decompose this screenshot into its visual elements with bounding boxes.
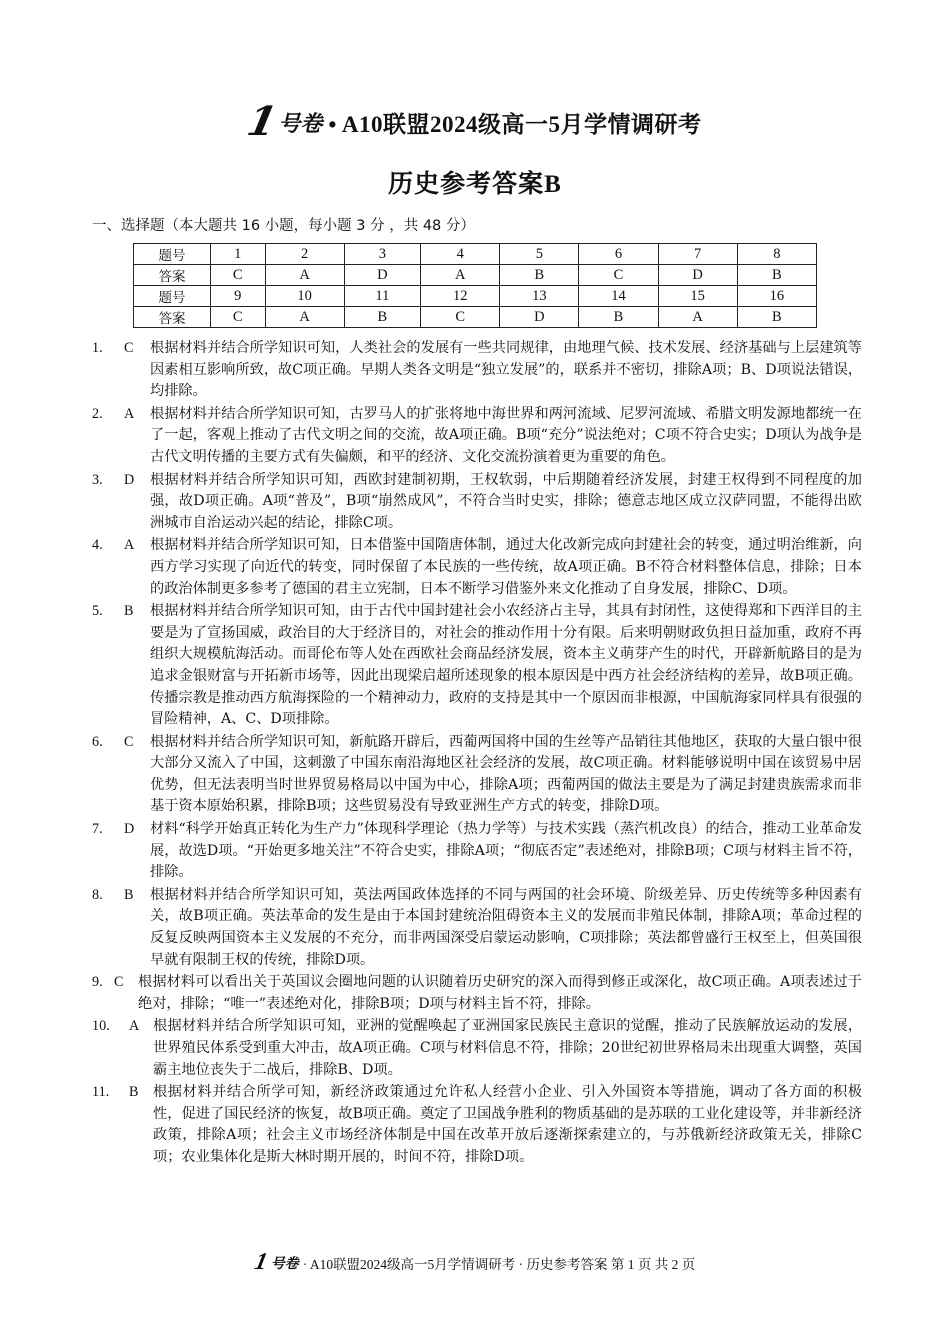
page-header (0, 98, 950, 145)
item-explanation: 根据材料并结合所学知识可知，人类社会的发展有一些共同规律，由地理气候、技术发展、经济基础与上层建筑等因素相互影响所致，故C项正确。早期人类各文明是“独立发展”的，联系并不密切，排除A项；B、D项说法错误，均排除。 (150, 340, 862, 400)
answer-cell: B (737, 265, 816, 286)
item-answer: B (124, 603, 134, 620)
explanation-item (92, 535, 862, 600)
question-number-cell: 10 (265, 286, 344, 307)
explanation-item (92, 338, 862, 403)
exam-title: • A10联盟2024级高一5月学情调研考 (328, 111, 702, 137)
question-number-cell: 6 (579, 244, 658, 265)
logo-mark: 1 (243, 98, 282, 145)
item-explanation: 根据材料并结合所学知识可知，西欧封建制初期，王权软弱，中后期随着经济发展，封建王权得到不同程度的加强，故D项正确。A项“普及”，B项“崩然成风”，不符合当时史实，排除；德意志地区成立汉萨同盟，不能得出欧洲城市自治运动兴起的结论，排除C项。 (150, 471, 862, 531)
explanation-list (92, 338, 862, 1170)
question-number-cell: 2 (265, 244, 344, 265)
explanation-item (92, 732, 862, 818)
item-explanation: 根据材料并结合所学知识可知，英法两国政体选择的不同与两国的社会环境、阶级差异、历史传统等多种因素有关，故B项正确。英法革命的发生是由于本国封建统治阻碍资本主义的发展而非殖民体制，排除A项；革命过程的反复反映两国资本主义发展的不充分，而非两国深受启蒙运动影响，C项排除；英法都曾盛行王权至上，但英国很早就有限制王权的传统，排除D项。 (150, 886, 862, 968)
question-number-row-label: 题号 (134, 286, 211, 307)
item-explanation: 根据材料并结合所学知识可知，亚洲的觉醒唤起了亚洲国家民族民主意识的觉醒，推动了民族解放运动的发展，世界殖民体系受到重大冲击，故A项正确。C项与材料信息不符，排除；20世纪初世界格局未出现重大调整，英国霸主地位丧失于二战后，排除B、D项。 (153, 1018, 862, 1078)
answer-cell: B (344, 307, 420, 328)
item-explanation: 根据材料并结合所学知识可知，古罗马人的扩张将地中海世界和两河流域、尼罗河流域、希腊文明发源地都统一在了一起，客观上推动了古代文明之间的交流，故A项正确。B项“充分”说法绝对；C项不符合史实；D项认为战争是古代文明传播的主要方式有失偏颇，和平的经济、文化交流扮演着更为重要的角色。 (150, 405, 862, 465)
explanation-item (92, 1082, 862, 1168)
answer-cell: B (737, 307, 816, 328)
item-number: 6. (92, 733, 103, 750)
item-number: 10. (92, 1018, 110, 1035)
answer-cell: A (658, 307, 737, 328)
explanation-item (92, 972, 862, 1015)
item-number: 2. (92, 405, 103, 422)
answer-cell: D (344, 265, 420, 286)
item-explanation: 根据材料并结合所学可知，新经济政策通过允许私人经营小企业、引入外国资本等措施，调动了各方面的积极性，促进了国民经济的恢复，故B项正确。奠定了卫国战争胜利的物质基础的是苏联的工业化建设等，并非新经济政策，排除A项；社会主义市场经济体制是中国在改革开放后逐渐探索建立的，与苏俄新经济政策无关，排除C项；农业集体化是斯大林时期开展的，时间不符，排除D项。 (153, 1084, 862, 1165)
item-answer: A (124, 537, 135, 554)
explanation-item (92, 819, 862, 884)
footer-logo-script: 号卷 (270, 1256, 299, 1272)
header-line (243, 98, 702, 145)
answer-cell: D (658, 265, 737, 286)
page-title: 历史参考答案B (388, 171, 562, 198)
answer-row (134, 307, 817, 328)
answer-cell: D (500, 307, 579, 328)
answer-cell: C (579, 265, 658, 286)
item-answer: B (124, 886, 134, 903)
question-number-cell: 12 (421, 286, 500, 307)
item-answer: C (124, 733, 134, 750)
item-answer: D (124, 471, 135, 488)
explanation-item (92, 601, 862, 731)
item-answer: C (114, 974, 124, 991)
question-number-row (134, 244, 817, 265)
item-explanation: 根据材料并结合所学知识可知，日本借鉴中国隋唐体制，通过大化改新完成向封建社会的转变，通过明治维新，向西方学习实现了向近代的转变，同时保留了本民族的一些传统，故A项正确。B不符合材料整体信息，排除；日本的政治体制更多参考了德国的君主立宪制，日本不断学习借鉴外来文化推动了自身发展，排除C、D项。 (150, 537, 862, 597)
brand-logo (243, 98, 323, 145)
question-number-cell: 8 (737, 244, 816, 265)
item-number: 11. (92, 1084, 110, 1101)
answer-row (134, 265, 817, 286)
explanation-item (92, 1016, 862, 1081)
item-answer: B (129, 1084, 139, 1101)
question-number-cell: 4 (421, 244, 500, 265)
explanation-item (92, 470, 862, 535)
item-explanation: 根据材料可以看出关于英国议会圈地问题的认识随着历史研究的深入而得到修正或深化，故C项正确。A项表述过于绝对，排除；“唯一”表述绝对化，排除B项；D项与材料主旨不符，排除。 (138, 974, 862, 1012)
answer-row-label: 答案 (134, 307, 211, 328)
item-number: 5. (92, 603, 103, 620)
explanation-item (92, 885, 862, 971)
answer-cell: B (579, 307, 658, 328)
answer-table (133, 243, 817, 328)
question-number-cell: 11 (344, 286, 420, 307)
item-explanation: 根据材料并结合所学知识可知，新航路开辟后，西葡两国将中国的生丝等产品销往其他地区，获取的大量白银中很大部分又流入了中国，这刺激了中国东南沿海地区社会经济的发展，故C项正确。材料能够说明中国在该贸易中居优势，但无法表明当时世界贸易格局以中国为中心，排除A项；西葡两国的做法主要是为了满足封建贵族需求而非基于资本原始积累，排除B项；这些贸易没有导致亚洲生产方式的转变，排除D项。 (150, 733, 862, 815)
answer-row-label: 答案 (134, 265, 211, 286)
item-explanation: 材料“科学开始真正转化为生产力”体现科学理论（热力学等）与技术实践（蒸汽机改良）的结合，推动工业革命发展，故选D项。“开始更多地关注”不符合史实，排除A项；“彻底否定”表述绝对，排除B项；C项与材料主旨不符，排除。 (150, 821, 862, 881)
footer-line (252, 1249, 696, 1276)
item-number: 1. (92, 340, 103, 356)
item-answer: D (124, 821, 135, 838)
question-number-cell: 16 (737, 286, 816, 307)
item-number: 7. (92, 821, 103, 838)
item-explanation: 根据材料并结合所学知识可知，由于古代中国封建社会小农经济占主导，其具有封闭性，这使得郑和下西洋目的主要是为了宣扬国威，政治目的大于经济目的，对社会的推动作用十分有限。后来明朝财政负担日益加重，政府不再组织大规模航海活动。而哥伦布等人处在西欧社会商品经济发展，资本主义萌芽产生的时代，开辟新航路目的是为追求金银财富与开拓新市场等，因此出现梁启超所述现象的根本原因是中西方社会经济结构的差异，故B项正确。传播宗教是推动西方航海探险的一个精神动力，政府的支持是其中一个原因而非根源，中国航海家同样具有很强的冒险精神，A、C、D项排除。 (150, 603, 862, 728)
explanation-item (92, 404, 862, 469)
item-answer: A (124, 405, 135, 422)
section-heading: 一、选择题（本大题共 16 小题，每小题 3 分 ，共 48 分） (92, 218, 475, 234)
item-number: 8. (92, 886, 103, 903)
answer-cell: A (421, 265, 500, 286)
answer-cell: C (421, 307, 500, 328)
answer-cell: A (265, 307, 344, 328)
answer-cell: B (500, 265, 579, 286)
question-number-cell: 3 (344, 244, 420, 265)
item-number: 3. (92, 471, 103, 488)
answer-cell: C (211, 265, 266, 286)
question-number-cell: 1 (211, 244, 266, 265)
question-number-row-label: 题号 (134, 244, 211, 265)
page-footer (0, 1249, 950, 1276)
footer-text: · A10联盟2024级高一5月学情调研考 · 历史参考答案 第 1 页 共 2 页 (302, 1256, 696, 1272)
question-number-cell: 7 (658, 244, 737, 265)
question-number-cell: 9 (211, 286, 266, 307)
question-number-cell: 5 (500, 244, 579, 265)
answer-cell: A (265, 265, 344, 286)
question-number-cell: 15 (658, 286, 737, 307)
question-number-cell: 14 (579, 286, 658, 307)
item-answer: A (129, 1018, 140, 1035)
footer-logo-mark: 1 (252, 1249, 270, 1275)
question-number-row (134, 286, 817, 307)
item-number: 4. (92, 537, 103, 554)
answer-cell: C (211, 307, 266, 328)
logo-script: 号卷 (278, 110, 323, 137)
item-answer: C (124, 340, 134, 356)
item-number: 9. (92, 974, 103, 991)
question-number-cell: 13 (500, 286, 579, 307)
